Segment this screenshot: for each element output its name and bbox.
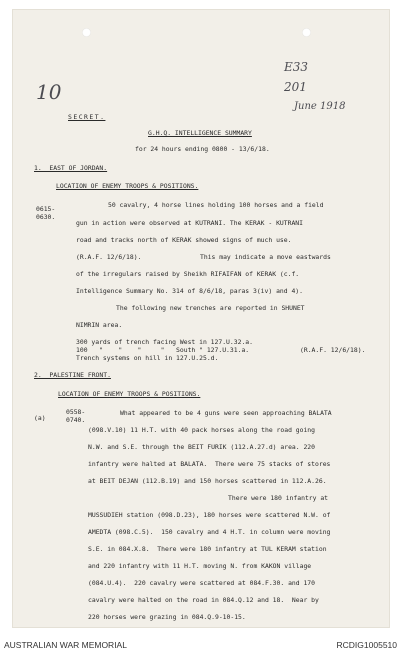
archive-credit: AUSTRALIAN WAR MEMORIAL bbox=[4, 640, 127, 650]
section2-heading: 2. PALESTINE FRONT. bbox=[34, 371, 111, 379]
section2-line: infantry were halted at BALATA. There were 75 stacks of stores bbox=[88, 460, 331, 468]
section2-time-start: 0558- bbox=[66, 408, 86, 416]
section2-line: cavalry were halted on the road in 084.Q.12 and 18. Near by bbox=[88, 596, 319, 604]
section1-line: This may indicate a move eastwards bbox=[200, 253, 331, 261]
trench-report-line: Trench systems on hill in 127.U.25.d. bbox=[76, 354, 219, 362]
section2-line: There were 180 infantry at bbox=[228, 494, 329, 502]
section2-time-end: 0740. bbox=[66, 416, 86, 424]
section1-line: (R.A.F. 12/6/18). bbox=[76, 253, 142, 261]
document-title: G.H.Q. INTELLIGENCE SUMMARY bbox=[148, 129, 252, 137]
section1-line: gun in action were observed at KUTRANI. The KERAK - KUTRANI bbox=[76, 219, 304, 227]
handwritten-folio: 10 bbox=[36, 80, 62, 104]
handwritten-ref-number: 201 bbox=[284, 80, 307, 94]
section1-time-end: 0630. bbox=[36, 213, 56, 221]
section2-line: (084.U.4). 220 cavalry were scattered at 084.F.30. and 170 bbox=[88, 579, 316, 587]
punch-hole-right bbox=[302, 28, 311, 37]
section1-subheading: LOCATION OF ENEMY TROOPS & POSITIONS. bbox=[56, 182, 199, 190]
section2-line: MUSSUDIEH station (098.D.23), 180 horses were scattered N.W. of bbox=[88, 511, 331, 519]
section1-line: of the irregulars raised by Sheikh RIFAIFAN of KERAK (c.f. bbox=[76, 270, 300, 278]
section2-line: (098.V.10) 11 H.T. with 40 pack horses along the road going bbox=[88, 426, 316, 434]
section1-line: 50 cavalry, 4 horse lines holding 100 horses and a field bbox=[108, 201, 324, 209]
trench-report-source: (R.A.F. 12/6/18). bbox=[300, 346, 366, 354]
handwritten-ref-code: E33 bbox=[284, 60, 309, 74]
archive-reference: RCDIG1005510 bbox=[336, 640, 397, 650]
section1-line: road and tracks north of KERAK showed signs of much use. bbox=[76, 236, 292, 244]
section2-line: What appeared to be 4 guns were seen approaching BALATA bbox=[120, 409, 332, 417]
classification-label: SECRET. bbox=[68, 113, 106, 121]
section2-line: at BEIT DEJAN (112.B.19) and 150 horses scattered in 112.A.26. bbox=[88, 477, 327, 485]
section2-line: S.E. in 084.X.8. There were 180 infantry at TUL KERAM station bbox=[88, 545, 327, 553]
section2-line: N.W. and S.E. through the BEIT FURIK (112.A.27.d) area. 220 bbox=[88, 443, 316, 451]
report-period: for 24 hours ending 0800 - 13/6/18. bbox=[135, 145, 270, 153]
section2-para-label: (a) bbox=[34, 414, 46, 422]
section1-heading: 1. EAST OF JORDAN. bbox=[34, 164, 108, 172]
section1-line: The following new trenches are reported in SHUNET bbox=[116, 304, 305, 312]
trench-report-line: 100 " " " " South " 127.U.31.a. bbox=[76, 346, 250, 354]
section1-line: NIMRIN area. bbox=[76, 321, 123, 329]
trench-report-line: 300 yards of trench facing West in 127.U.32.a. bbox=[76, 338, 253, 346]
section2-subheading: LOCATION OF ENEMY TROOPS & POSITIONS. bbox=[58, 390, 201, 398]
punch-hole-left bbox=[82, 28, 91, 37]
section2-line: AMEDTA (098.C.5). 150 cavalry and 4 H.T. in column were moving bbox=[88, 528, 331, 536]
handwritten-ref-date: June 1918 bbox=[294, 101, 346, 112]
section2-line: 220 horses were grazing in 084.Q.9-10-15. bbox=[88, 613, 246, 621]
section2-line: and 220 infantry with 11 H.T. moving N. from KAKON village bbox=[88, 562, 312, 570]
section1-line: Intelligence Summary No. 314 of 8/6/18, paras 3(iv) and 4). bbox=[76, 287, 304, 295]
section1-time-start: 0615- bbox=[36, 205, 56, 213]
